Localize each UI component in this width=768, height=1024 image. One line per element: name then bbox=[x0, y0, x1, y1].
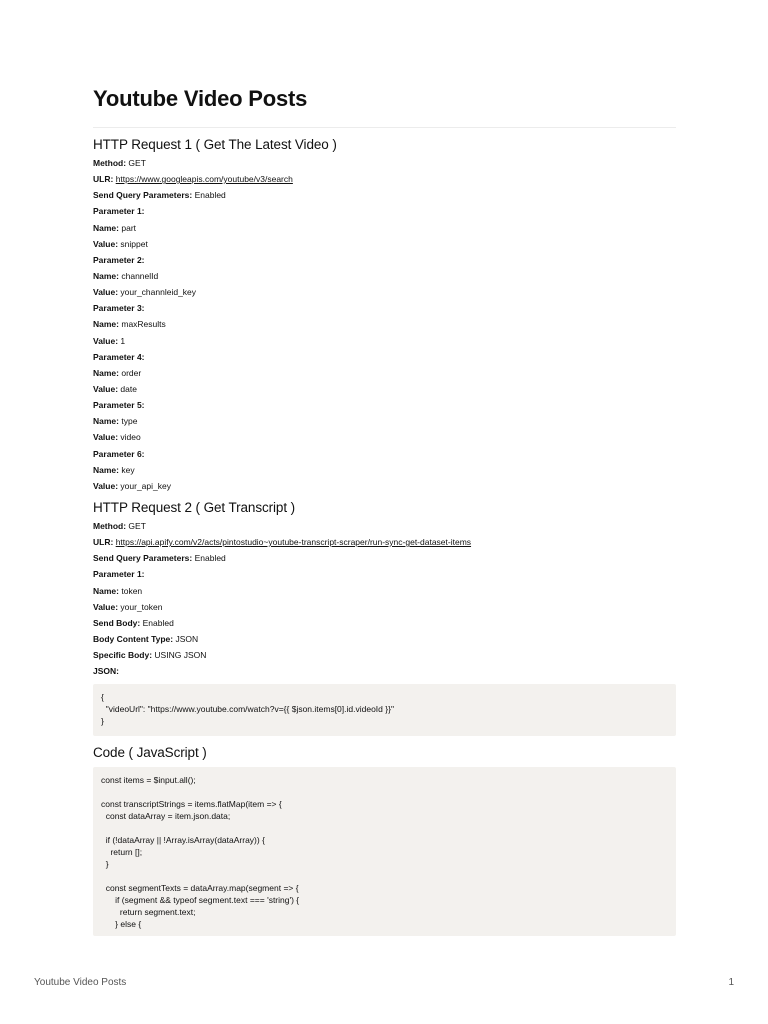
document-page bbox=[93, 84, 676, 936]
field-label: Name: bbox=[93, 270, 119, 281]
field-label: Name: bbox=[93, 416, 119, 427]
field-label: Parameter 1: bbox=[93, 569, 145, 580]
field-row bbox=[93, 300, 676, 316]
field-value: order bbox=[121, 367, 142, 378]
section-heading-http-request-2: HTTP Request 2 ( Get Transcript ) bbox=[93, 499, 296, 515]
javascript-code-block bbox=[93, 767, 676, 936]
field-label: Method: bbox=[93, 158, 127, 168]
field-row bbox=[93, 429, 676, 445]
field-label: Name: bbox=[93, 367, 119, 378]
field-row bbox=[93, 413, 676, 429]
field-value: JSON bbox=[175, 633, 199, 644]
field-label: Send Query Parameters: bbox=[93, 190, 193, 201]
field-label: Parameter 4: bbox=[93, 351, 145, 362]
field-label: Method: bbox=[93, 520, 127, 531]
field-label: Value: bbox=[93, 287, 119, 298]
field-row bbox=[93, 171, 676, 187]
field-value: video bbox=[120, 432, 141, 443]
field-value: channelId bbox=[121, 270, 159, 281]
field-row bbox=[93, 534, 676, 550]
field-row bbox=[93, 187, 676, 203]
field-value: GET bbox=[128, 158, 146, 168]
field-value: Enabled bbox=[194, 553, 226, 564]
field-label: Name: bbox=[93, 222, 119, 233]
field-value: your_api_key bbox=[120, 480, 171, 491]
field-label: Value: bbox=[93, 432, 119, 443]
field-value: token bbox=[121, 585, 143, 596]
url-link[interactable]: https://www.googleapis.com/youtube/v3/search bbox=[115, 174, 293, 185]
field-label: Name: bbox=[93, 585, 119, 596]
field-row bbox=[93, 566, 676, 582]
field-label: Parameter 5: bbox=[93, 400, 145, 411]
field-label: Parameter 1: bbox=[93, 206, 145, 217]
field-label: Parameter 2: bbox=[93, 254, 145, 265]
field-label: Value: bbox=[93, 601, 119, 612]
field-row bbox=[93, 550, 676, 566]
field-label: Name: bbox=[93, 319, 119, 330]
javascript-code-text: const items = $input.all(); const transcriptStrings = items.flatMap(item => { const dataArray = item.json.data; if (!dataArray || !Array.isArray(dataArray)) { return []; } const segmentTexts = dataArray.map(segment => { if (segment && typeof segment.text === 'string') { return segment.text; } else { bbox=[101, 775, 300, 930]
field-row bbox=[93, 663, 676, 679]
field-row bbox=[93, 349, 676, 365]
field-label: Parameter 6: bbox=[93, 448, 145, 459]
page-title: Youtube Video Posts bbox=[93, 86, 308, 111]
field-value: maxResults bbox=[121, 319, 166, 330]
section-1-fields bbox=[93, 155, 676, 494]
field-row bbox=[93, 203, 676, 219]
field-label: Value: bbox=[93, 335, 119, 346]
field-value: Enabled bbox=[194, 190, 226, 201]
field-label: Parameter 3: bbox=[93, 303, 145, 314]
field-row bbox=[93, 381, 676, 397]
url-link[interactable]: https://api.apify.com/v2/acts/pintostudio~youtube-transcript-scraper/run-sync-get-dataset-items bbox=[115, 537, 472, 548]
field-row bbox=[93, 478, 676, 494]
field-row bbox=[93, 252, 676, 268]
field-value: your_token bbox=[120, 601, 163, 612]
field-label: Send Body: bbox=[93, 617, 141, 628]
field-row bbox=[93, 333, 676, 349]
footer-page-number: 1 bbox=[728, 977, 734, 988]
section-heading-http-request-1: HTTP Request 1 ( Get The Latest Video ) bbox=[93, 137, 337, 152]
field-value: your_channleid_key bbox=[120, 287, 197, 298]
field-row bbox=[93, 236, 676, 252]
field-row bbox=[93, 220, 676, 236]
field-label: ULR: bbox=[93, 537, 114, 548]
field-value: Enabled bbox=[142, 617, 174, 628]
field-value: date bbox=[120, 383, 137, 394]
field-value: key bbox=[121, 464, 135, 475]
field-row bbox=[93, 599, 676, 615]
json-code-text: { "videoUrl": "https://www.youtube.com/watch?v={{ $json.items[0].id.videoId }}" } bbox=[101, 692, 394, 727]
field-label: Specific Body: bbox=[93, 650, 153, 661]
field-row bbox=[93, 631, 676, 647]
field-row bbox=[93, 518, 676, 534]
field-row bbox=[93, 268, 676, 284]
field-row bbox=[93, 462, 676, 478]
field-row bbox=[93, 365, 676, 381]
field-row bbox=[93, 583, 676, 599]
footer-document-title: Youtube Video Posts bbox=[34, 977, 127, 988]
field-row bbox=[93, 316, 676, 332]
field-row bbox=[93, 615, 676, 631]
field-value: 1 bbox=[120, 335, 126, 346]
field-value: GET bbox=[128, 520, 146, 531]
field-row bbox=[93, 397, 676, 413]
field-label: Name: bbox=[93, 464, 119, 475]
field-label: ULR: bbox=[93, 174, 114, 185]
field-label: Body Content Type: bbox=[93, 633, 174, 644]
field-label: Value: bbox=[93, 238, 119, 249]
field-label: Value: bbox=[93, 480, 119, 491]
section-heading-code: Code ( JavaScript ) bbox=[93, 745, 207, 761]
field-value: snippet bbox=[120, 238, 148, 249]
field-row bbox=[93, 647, 676, 663]
field-row bbox=[93, 155, 676, 171]
field-row bbox=[93, 284, 676, 300]
json-code-block bbox=[93, 684, 676, 736]
field-row bbox=[93, 446, 676, 462]
field-value: USING JSON bbox=[154, 650, 207, 661]
field-label: Value: bbox=[93, 383, 119, 394]
title-divider bbox=[93, 127, 676, 128]
field-label: JSON: bbox=[93, 666, 119, 677]
field-value: type bbox=[121, 416, 138, 427]
section-2-fields bbox=[93, 518, 676, 679]
field-value: part bbox=[121, 222, 137, 233]
field-label: Send Query Parameters: bbox=[93, 553, 193, 564]
